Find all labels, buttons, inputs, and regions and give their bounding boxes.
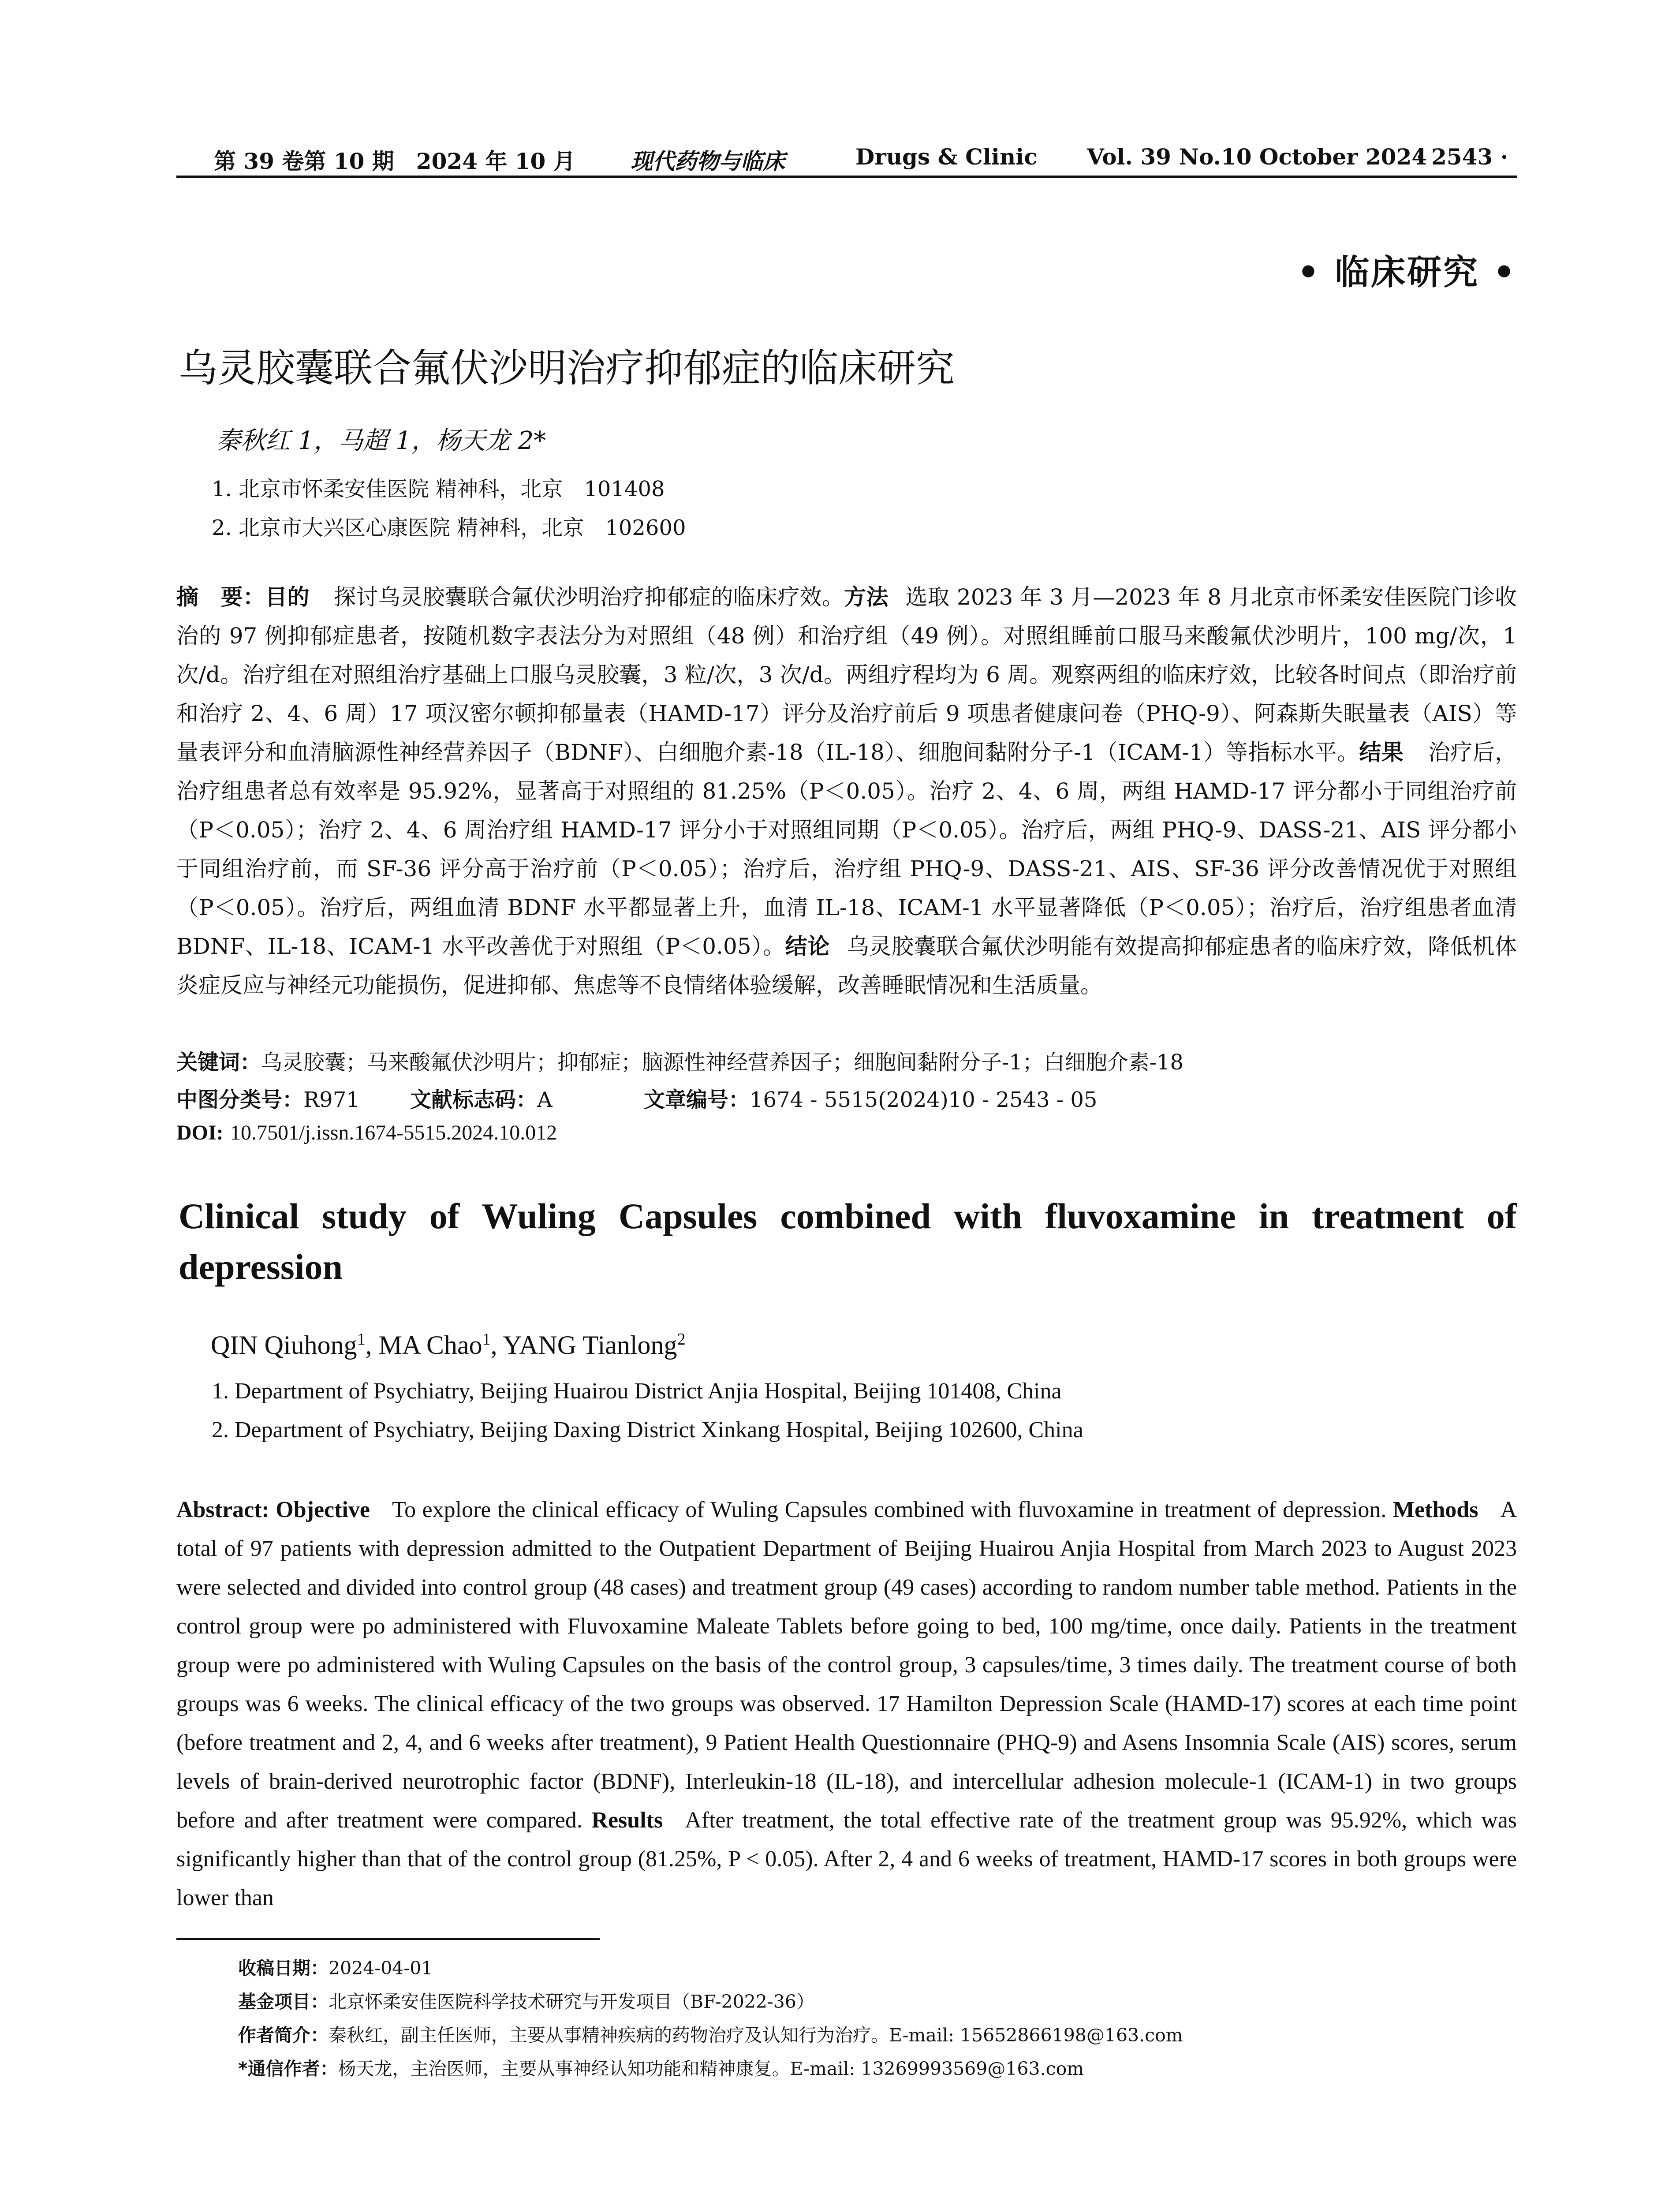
affiliation-en-1: 1. Department of Psychiatry, Beijing Huairou District Anjia Hospital, Beijing 101408, China <box>212 1379 1062 1404</box>
footnote-corresponding <box>238 2054 1084 2080</box>
title-cn: 乌灵胶囊联合氟伏沙明治疗抑郁症的临床研究 <box>179 345 955 391</box>
received-value: 2024-04-01 <box>329 1958 433 1979</box>
doi-value[interactable]: 10.7501/j.issn.1674-5515.2024.10.012 <box>230 1121 557 1144</box>
objective-label-en: Objective <box>276 1497 370 1522</box>
author-bio-value: 秦秋红，副主任医师，主要从事精神疾病的药物治疗及认知行为治疗。E-mail: 15652866198@163.com <box>329 2025 1183 2046</box>
author-en-3-affil: 2 <box>677 1330 686 1349</box>
classification-row <box>176 1083 1097 1113</box>
abstract-cn <box>176 578 1517 1005</box>
conclusion-label-cn: 结论 <box>785 934 830 959</box>
clc-value: R971 <box>303 1088 360 1112</box>
keywords-label: 关键词： <box>176 1050 261 1075</box>
abstract-en-label: Abstract: <box>176 1497 269 1522</box>
results-text-en: After treatment, the total effective rate of the treatment group was 95.92%, which was significantly higher than that of the control group (81.25%, P < 0.05). After 2, 4 and 6 weeks of treatment, HAMD-17 scores in both groups were lower than <box>176 1808 1517 1910</box>
methods-label-cn: 方法 <box>844 584 889 610</box>
affiliation-en-2: 2. Department of Psychiatry, Beijing Daxing District Xinkang Hospital, Beijing 102600, China <box>212 1417 1083 1443</box>
methods-label-en: Methods <box>1393 1497 1478 1522</box>
doi-line <box>176 1120 557 1145</box>
fund-value: 北京怀柔安佳医院科学技术研究与开发项目（BF-2022-36） <box>329 1991 814 2012</box>
article-no-label: 文章编号： <box>644 1088 750 1112</box>
title-en: Clinical study of Wuling Capsules combined with fluvoxamine in treatment of depression <box>179 1196 1517 1287</box>
results-label-cn: 结果 <box>1359 740 1404 765</box>
received-label: 收稿日期： <box>238 1958 329 1979</box>
authors-en: QIN Qiuhong$^1$, MA Chao$^1$, YANG Tianlong$^2$ <box>211 1330 686 1360</box>
author-en-1-affil: 1 <box>357 1330 366 1349</box>
results-text-cn: 治疗后，治疗组患者总有效率是 95.92%，显著高于对照组的 81.25%（P＜0.05）。治疗 2、4、6 周，两组 HAMD-17 评分都小于同组治疗前（P＜0.05）；治疗 2、4、6 周治疗组 HAMD-17 评分小于对照组同期（P＜0.05）。治疗后，两组 PHQ-9、DASS-21、AIS 评分都小于同组治疗前，而 SF-36 评分高于治疗前（P＜0.05）；治疗后，治疗组 PHQ-9、DASS-21、AIS、SF-36 评分改善情况优于对照组（P＜0.05）。治疗后，两组血清 BDNF 水平都显著上升，血清 IL-18、ICAM-1 水平显著降低（P＜0.05）；治疗后，治疗组患者血清 BDNF、IL-18、ICAM-1 水平改善优于对照组（P＜0.05）。 <box>176 740 1517 959</box>
doi-label: DOI: <box>176 1121 224 1144</box>
header-page-number: · 2543 · <box>1416 144 1508 170</box>
conclusion-text-cn: 乌灵胶囊联合氟伏沙明能有效提高抑郁症患者的临床疗效，降低机体炎症反应与神经元功能损伤，促进抑郁、焦虑等不良情绪体验缓解，改善睡眠情况和生活质量。 <box>176 934 1517 998</box>
corresponding-value: 杨天龙，主治医师，主要从事神经认知功能和精神康复。E-mail: 13269993569@163.com <box>338 2058 1084 2079</box>
objective-text-en: To explore the clinical efficacy of Wuling Capsules combined with fluvoxamine in treatment of depression. <box>392 1497 1387 1522</box>
footnote-author-bio <box>238 2021 1183 2047</box>
author-en-3: YANG Tianlong <box>503 1330 677 1360</box>
section-tag: • 临床研究 • <box>1297 252 1517 292</box>
header-journal-cn: 现代药物与临床 <box>631 148 785 174</box>
keywords-cn <box>176 1045 1183 1076</box>
doc-code-value: A <box>537 1088 553 1112</box>
header-journal-en: Drugs & Clinic <box>855 144 1038 170</box>
footnote-fund <box>238 1987 814 2013</box>
header-volume-cn: 第 39 卷第 10 期 2024 年 10 月 <box>214 148 575 174</box>
author-bio-label: 作者简介： <box>238 2025 329 2046</box>
clc-label: 中图分类号： <box>176 1088 304 1112</box>
affiliation-cn-1: 1. 北京市怀柔安佳医院 精神科，北京 101408 <box>212 477 665 501</box>
author-en-2-affil: 1 <box>482 1330 491 1349</box>
header-volume-en: Vol. 39 No.10 October 2024 <box>1087 144 1427 170</box>
author-en-2: MA Chao <box>378 1330 482 1360</box>
doc-code-label: 文献标志码： <box>410 1088 538 1112</box>
fund-label: 基金项目： <box>238 1991 329 2012</box>
abstract-cn-label: 摘 要： <box>176 584 265 610</box>
authors-cn: 秦秋红 1，马超 1，杨天龙 2* <box>216 426 546 455</box>
abstract-en <box>176 1491 1517 1917</box>
methods-text-cn: 选取 2023 年 3 月—2023 年 8 月北京市怀柔安佳医院门诊收治的 97 例抑郁症患者，按随机数字表法分为对照组（48 例）和治疗组（49 例）。对照组睡前口服马来酸氟伏沙明片，100 mg/次，1 次/d。治疗组在对照组治疗基础上口服乌灵胶囊，3 粒/次，3 次/d。两组疗程均为 6 周。观察两组的临床疗效，比较各时间点（即治疗前和治疗 2、4、6 周）17 项汉密尔顿抑郁量表（HAMD-17）评分及治疗前后 9 项患者健康问卷（PHQ-9）、阿森斯失眠量表（AIS）等量表评分和血清脑源性神经营养因子（BDNF）、白细胞介素-18（IL-18）、细胞间黏附分子-1（ICAM-1）等指标水平。 <box>176 584 1517 765</box>
footnote-divider <box>176 1938 600 1940</box>
corresponding-label: *通信作者： <box>238 2058 338 2079</box>
footnote-received <box>238 1954 433 1980</box>
article-no-value: 1674 - 5515(2024)10 - 2543 - 05 <box>750 1088 1098 1112</box>
objective-text-cn: 探讨乌灵胶囊联合氟伏沙明治疗抑郁症的临床疗效。 <box>333 584 844 610</box>
author-en-1: QIN Qiuhong <box>211 1330 357 1360</box>
keywords-value: 乌灵胶囊；马来酸氟伏沙明片；抑郁症；脑源性神经营养因子；细胞间黏附分子-1；白细胞介素-18 <box>261 1050 1184 1075</box>
results-label-en: Results <box>591 1808 663 1833</box>
objective-label-cn: 目的 <box>265 584 310 610</box>
running-header <box>176 140 1517 178</box>
affiliation-cn-2: 2. 北京市大兴区心康医院 精神科，北京 102600 <box>212 516 686 540</box>
methods-text-en: A total of 97 patients with depression admitted to the Outpatient Department of Beijing Huairou Anjia Hospital from March 2023 to August 2023 were selected and divided into control group (48 cases) and treatment group (49 cases) according to random number table method. Patients in the control group were po administered with Fluvoxamine Maleate Tablets before going to bed, 100 mg/time, once daily. Patients in the treatment group were po administered with Wuling Capsules on the basis of the control group, 3 capsules/time, 3 times daily. The treatment course of both groups was 6 weeks. The clinical efficacy of the two groups was observed. 17 Hamilton Depression Scale (HAMD-17) scores at each time point (before treatment and 2, 4, and 6 weeks after treatment), 9 Patient Health Questionnaire (PHQ-9) and Asens Insomnia Scale (AIS) scores, serum levels of brain-derived neurotrophic factor (BDNF), Interleukin-18 (IL-18), and intercellular adhesion molecule-1 (ICAM-1) in two groups before and after treatment were compared. <box>176 1497 1517 1833</box>
